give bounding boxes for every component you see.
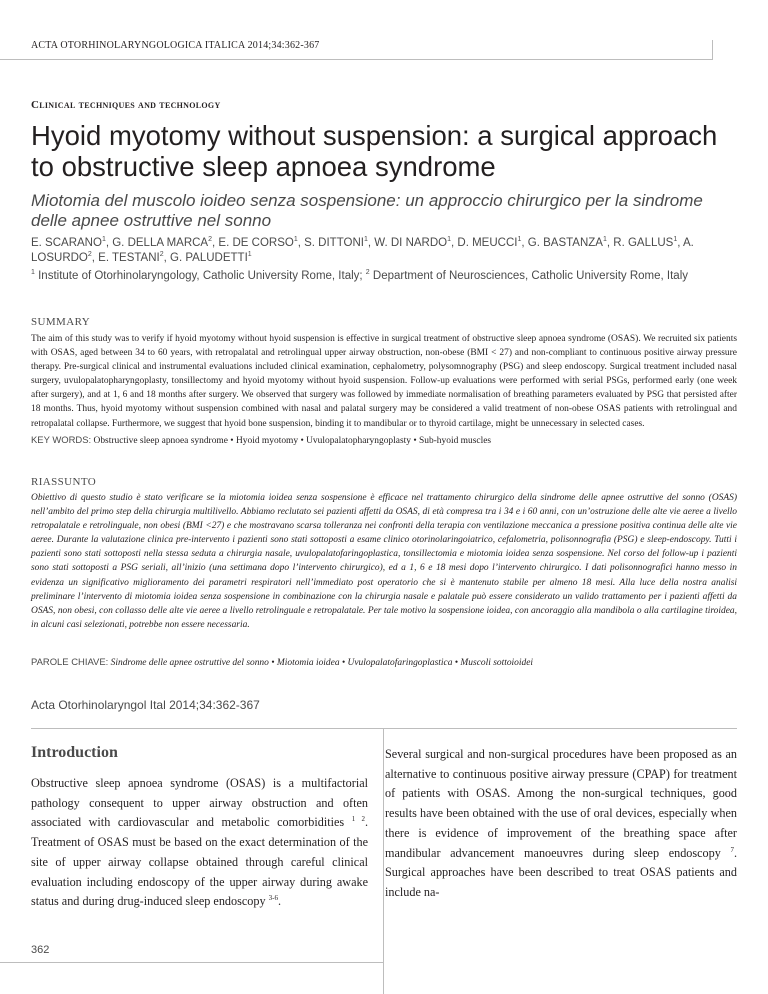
section-label: Clinical techniques and technology — [31, 99, 221, 111]
introduction-right-column — [385, 745, 737, 903]
journal-header: ACTA OTORHINOLARYNGOLOGICA ITALICA 2014;34:362-367 — [31, 40, 320, 51]
author-name: E. DE CORSO — [218, 237, 294, 249]
author-name: E. SCARANO — [31, 237, 102, 249]
author-affiliation-marker: 1 — [363, 236, 368, 244]
summary-text: The aim of this study was to verify if hyoid myotomy without hyoid suspension is effective in surgical treatment of obstructive sleep apnoea syndrome (OSAS). We recruited six patients with OSAS, aged between 34 to 60 years, with retropalatal and retrolingual upper airway obstruction, non-obese (BMI < 27) and non-compliant to continuous positive airway pressure therapy. Pre-surgical clinical and instrumental evaluations included clinical examination, cephalometry, polysomnography (PSG) and sleep endoscopy. Surgical treatment included nasal surgery, uvulopalatopharyngoplasty, tonsillectomy and hyoid myotomy without hyoid suspension. Follow-up evaluations were performed with serial PSGs, performed early (one week after surgery), and at 1, 6 and 18 months after surgery. We observed that surgery was followed by immediate normalisation of breathing parameters evaluated by PSG that persisted after 18 months. Thus, hyoid myotomy without suspension combined with nasal and palatal surgery may be considered a valid treatment of non-obese OSAS patients with retrolingual and retropalatal collapse. Furthermore, we suggest that hyoid bone suspension, binding it to mandibular or to thyroid cartilage, might be unnecessary in selected cases. — [31, 334, 737, 429]
affiliation-marker: 1 — [31, 269, 35, 277]
author-affiliation-marker: 1 — [101, 236, 106, 244]
affiliation-text: Institute of Otorhinolaryngology, Catholic University Rome, Italy; — [38, 270, 363, 282]
citation-divider — [31, 728, 737, 729]
body-text: . — [277, 894, 281, 909]
introduction-heading: Introduction — [31, 744, 118, 761]
reference-marker: 3-6 — [268, 894, 278, 903]
author-affiliation-marker: 2 — [159, 251, 164, 259]
author-affiliation-marker: 1 — [673, 236, 678, 244]
reference-marker: 1 2 — [351, 815, 365, 824]
column-divider — [383, 728, 384, 994]
key-words — [31, 435, 737, 446]
author-name: S. DITTONI — [304, 237, 364, 249]
riassunto-heading: RIASSUNTO — [31, 476, 97, 488]
parole-chiave-text: Sindrome delle apnee ostruttive del sonno • Miotomia ioidea • Uvulopalatofaringoplastica • Muscoli sottoioidei — [110, 658, 534, 668]
page-number: 362 — [31, 944, 50, 956]
header-divider — [0, 59, 713, 60]
author-affiliation-marker: 1 — [247, 251, 252, 259]
body-text: . Surgical approaches have been described to treat OSAS patients and include na- — [385, 845, 738, 899]
affiliation-marker: 2 — [365, 269, 370, 277]
author-affiliation-marker: 1 — [602, 236, 607, 244]
citation: Acta Otorhinolaryngol Ital 2014;34:362-367 — [31, 698, 260, 712]
parole-chiave — [31, 657, 737, 668]
author-name: G. BASTANZA — [527, 237, 603, 249]
parole-chiave-label: PAROLE CHIAVE: — [31, 657, 109, 668]
author-name: G. DELLA MARCA — [112, 237, 209, 249]
introduction-left-column — [31, 774, 368, 912]
author-name: G. PALUDETTI — [170, 252, 248, 264]
body-text: . Treatment of OSAS must be based on the exact determination of the site of upper airway collapse obtained through careful clinical evaluation including endoscopy of the upper airway during awake status and during drug-induced sleep endoscopy — [31, 815, 369, 909]
author-name: E. TESTANI — [98, 252, 160, 264]
author-affiliation-marker: 2 — [87, 251, 92, 259]
author-affiliation-marker: 1 — [293, 236, 298, 244]
body-text: Several surgical and non-surgical procedures have been proposed as an alternative to continuous positive airway pressure (CPAP) for treatment of patients with OSAS. Among the non-surgical techniques, good results have been obtained with the use of oral devices, especially when there is evidence of improvement of the breathing space after mandibular advancement manoeuvres during sleep endoscopy — [385, 747, 737, 860]
author-name: R. GALLUS — [613, 237, 674, 249]
article-title-italian: Miotomia del muscolo ioideo senza sospensione: un approccio chirurgico per la sindrome delle apnee ostruttive nel sonno — [31, 191, 703, 230]
body-text: Obstructive sleep apnoea syndrome (OSAS) is a multifactorial pathology consequent to upper airway obstruction and often associated with cardiovascular and metabolic comorbidities — [31, 776, 368, 830]
affiliations — [31, 269, 731, 284]
footer-divider — [0, 962, 383, 963]
reference-marker: 7 — [730, 845, 734, 854]
author-name: D. MEUCCI — [457, 237, 518, 249]
article-title: Hyoid myotomy without suspension: a surgical approach to obstructive sleep apnoea syndrome — [31, 120, 718, 182]
author-affiliation-marker: 1 — [517, 236, 522, 244]
key-words-text: Obstructive sleep apnoea syndrome • Hyoid myotomy • Uvulopalatopharyngoplasty • Sub-hyoid muscles — [93, 436, 492, 446]
key-words-label: KEY WORDS: — [31, 435, 92, 446]
riassunto-text: Obiettivo di questo studio è stato verificare se la miotomia ioidea senza sospensione è efficace nel trattamento chirurgico della sindrome delle apnee ostruttive del sonno (OSAS) nell’ambito del primo step della chirurgia multilivello. Abbiamo reclutato sei pazienti affetti da OSAS, di età compresa tra i 34 e i 60 anni, con un’ostruzione delle alte vie aeree a livello retropalatale e retrolinguale, non obesi (BMI <27) e che mostravano scarsa tolleranza nei confronti della terapia con ventilazione meccanica a pressione positiva continua delle alte vie aeree. Durante la valutazione clinica pre-intervento i pazienti sono stati sottoposti a esame clinico otorinolaringoiatrico, cefalometria, polisonnografia (PSG) e sleep-endoscopy. Tutti i pazienti sono stati sottoposti nella stessa seduta a chirurgia nasale, uvulopalatofaringoplastica, tonsillectomia e miotomia ioidea senza sospensione. Nel corso del follow-up i pazienti sono stati sottoposti a PSG seriali, all’inizio (una settimana dopo l’intervento chirurgico), ed a 1, 6 e 18 mesi dopo l’intervento chirurgico. I dati polisonnografici hanno messo in evidenza un significativo miglioramento dei parametri respiratori nell’immediato post operatorio che si è mantenuto stabile per almeno 18 mesi. Alla luce della nostra analisi preliminare l’intervento di miotomia ioidea senza sospensione in combinazione con la chirurgia nasale e palatale può essere considerato un valido trattamento per i pazienti affetti da OSAS, non obesi, con collasso delle alte vie aeree a livello retrolinguale e retropalatale. Per tale motivo la sospensione ioidea, con ancoraggio alla mandibola o alla cartilagine tiroidea, in alcuni casi selezionati, potrebbe non essere necessaria. — [31, 493, 737, 630]
author-list: E. SCARANO$^1$, G. DELLA MARCA$^2$, E. DE CORSO$^1$, S. DITTONI$^1$, W. DI NARDO$^1$, D. MEUCCI$^1$, G. BASTANZA$^1$, R. GALLUS$^1$, A. LOSURDO$^2$, E. TESTANI$^2$, G. PALUDETTI$^1$ — [31, 236, 694, 264]
author-affiliation-marker: 2 — [208, 236, 213, 244]
header-vertical-divider — [712, 40, 713, 60]
author-name: W. DI NARDO — [374, 237, 448, 249]
author-affiliation-marker: 1 — [447, 236, 452, 244]
author-name: A. LOSURDO — [31, 237, 694, 264]
affiliation-text: Department of Neurosciences, Catholic University Rome, Italy — [372, 270, 688, 282]
summary-heading: SUMMARY — [31, 316, 91, 328]
